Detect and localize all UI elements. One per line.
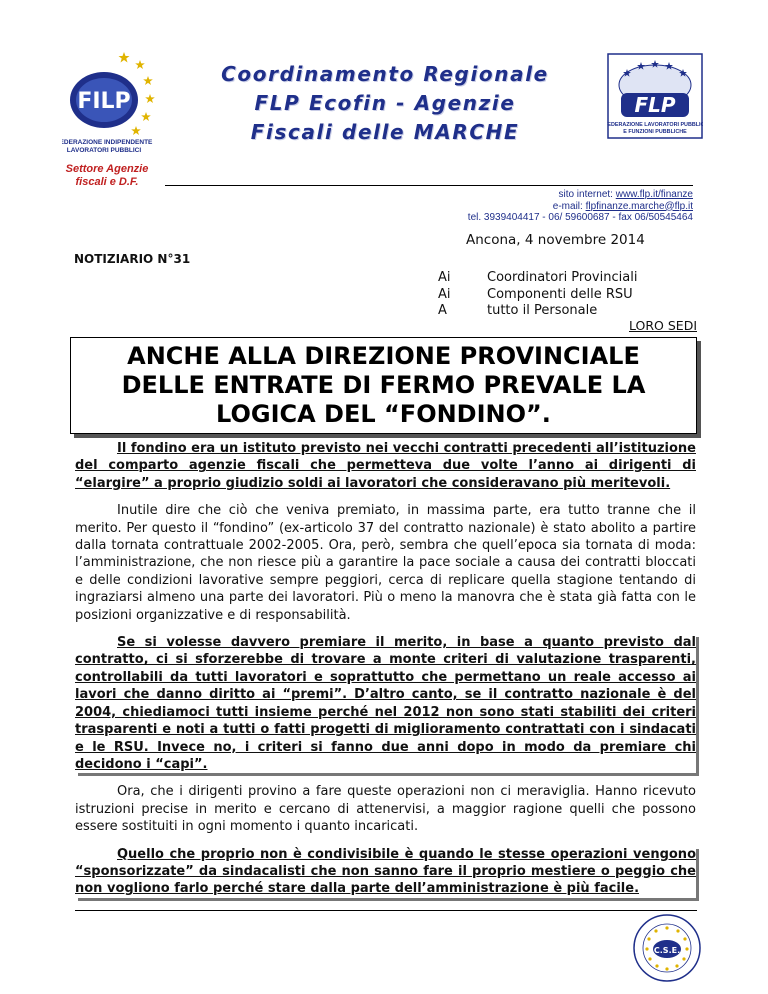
contacts-block: [468, 189, 693, 224]
article-body: [75, 440, 696, 908]
email-label: e-mail:: [552, 200, 586, 212]
sector-line: Settore Agenzie: [65, 163, 149, 175]
website-label: sito internet:: [558, 189, 616, 200]
paragraph: Quello che proprio non è condivisibile è quando le stesse operazioni vengono “sponsorizzate” da sindacalisti che non sanno fare il proprio mestiere o peggio che non vogliono farlo perché stare dalla parte dell’amministrazione è più facile.: [75, 846, 696, 897]
letter-date: Ancona, 4 novembre 2014: [466, 232, 645, 248]
paragraph: Ora, che i dirigenti provino a fare queste operazioni non ci meraviglia. Hanno ricevuto istruzioni precise in merito e cercano di attenervisi, a maggior ragione quelli che possono essere sostituiti in ogni momento i quanto incaricati.: [75, 784, 696, 835]
email-link[interactable]: flpfinanze.marche@flp.it: [585, 200, 693, 212]
headline-line: LOGICA DEL “FONDINO”.: [216, 400, 551, 428]
header-title-line: FLP Ecofin - Agenzie: [254, 91, 516, 115]
svg-text:E FUNZIONI PUBBLICHE: E FUNZIONI PUBBLICHE: [623, 129, 687, 135]
sector-label: [58, 163, 156, 189]
header-divider: [165, 185, 693, 186]
recipient-prefix: A: [438, 303, 447, 318]
header-title: [170, 60, 600, 147]
recipient-prefix: Ai: [438, 286, 451, 302]
flp-logo: [607, 53, 703, 139]
svg-text:FLP: FLP: [634, 93, 676, 117]
website-line: [468, 189, 693, 201]
recipient-name: Coordinatori Provinciali: [487, 270, 638, 285]
header-title-line: Fiscali delle MARCHE: [250, 120, 520, 144]
recipient-prefix: Ai: [438, 270, 451, 285]
paragraph: Il fondino era un istituto previsto nei vecchi contratti precedenti all’istituzione del comparto agenzie fiscali che permetteva due volte l’anno ai dirigenti di “elargire” a proprio giudizio soldi ai lavoratori che consideravano più meritevoli.: [75, 441, 696, 491]
paragraph: Inutile dire che ciò che veniva premiato, in massima parte, era tutto tranne che il merito. Per questo il “fondino” (ex-articolo 37 del contratto nazionale) è stato abolito a partire dalla tornata contrattuale 2002-2005. Ora, però, sembra che quell’epoca sia tornata di moda: l’amministrazione, che non riesce più a garantire la pace sociale a causa dei contratti bloccati e delle condizioni lavorative sempre peggiori, cerca di replicare quella stagione tentando di ingraziarsi almeno una parte dei lavoratori. Più o meno la manovra che è stata già fatta con le posizioni organizzative e di responsabilità.: [75, 503, 696, 623]
footer-divider: [75, 910, 697, 911]
recipient-row: [438, 287, 637, 304]
email-line: [468, 201, 693, 213]
headline-box: [70, 337, 697, 434]
recipient-name: tutto il Personale: [487, 303, 598, 318]
header-title-line: Coordinamento Regionale: [221, 62, 549, 86]
svg-text:LAVORATORI PUBBLICI: LAVORATORI PUBBLICI: [66, 147, 142, 154]
recipients-list: [438, 270, 637, 320]
filp-logo: [62, 48, 162, 156]
cse-seal: [632, 913, 702, 983]
svg-text:FILP: FILP: [77, 89, 131, 114]
bulletin-number: NOTIZIARIO N°31: [74, 252, 191, 266]
recipient-name: Componenti delle RSU: [487, 286, 633, 302]
loro-sedi: LORO SEDI: [629, 318, 697, 333]
recipient-row: [438, 303, 637, 320]
svg-text:FEDERAZIONE LAVORATORI PUBBLIC: FEDERAZIONE LAVORATORI PUBBLICI: [607, 122, 703, 128]
recipient-row: [438, 270, 637, 287]
sector-line: fiscali e D.F.: [75, 176, 139, 188]
headline: [122, 342, 646, 429]
website-link[interactable]: www.flp.it/finanze: [615, 189, 693, 200]
paragraph: Se si volesse davvero premiare il merito, in base a quanto previsto dal contratto, ci si sforzerebbe di trovare a monte criteri di valutazione trasparenti, controllabili da tutti lavoratori e soprattutto che permettano un reale accesso ai lavori che danno diritto ai “premi”. D’altro canto, se il contratto nazionale è del 2004, chiediamoci tutti insieme perché nel 2012 non sono stati stabiliti dei criteri trasparenti e noti a tutti o fatti progetti di miglioramento contrattati con i sindacati e le RSU. Invece no, i criteri si fanno due anni dopo in modo da premiare chi decidono i “capi”.: [75, 635, 696, 772]
svg-text:FEDERAZIONE INDIPENDENTE: FEDERAZIONE INDIPENDENTE: [62, 139, 153, 146]
phone-line: tel. 3939404417 - 06/ 59600687 - fax 06/50545464: [467, 212, 693, 223]
headline-line: DELLE ENTRATE DI FERMO PREVALE LA: [121, 371, 646, 399]
svg-text:C.S.E.: C.S.E.: [653, 946, 681, 955]
headline-line: ANCHE ALLA DIREZIONE PROVINCIALE: [127, 342, 640, 370]
